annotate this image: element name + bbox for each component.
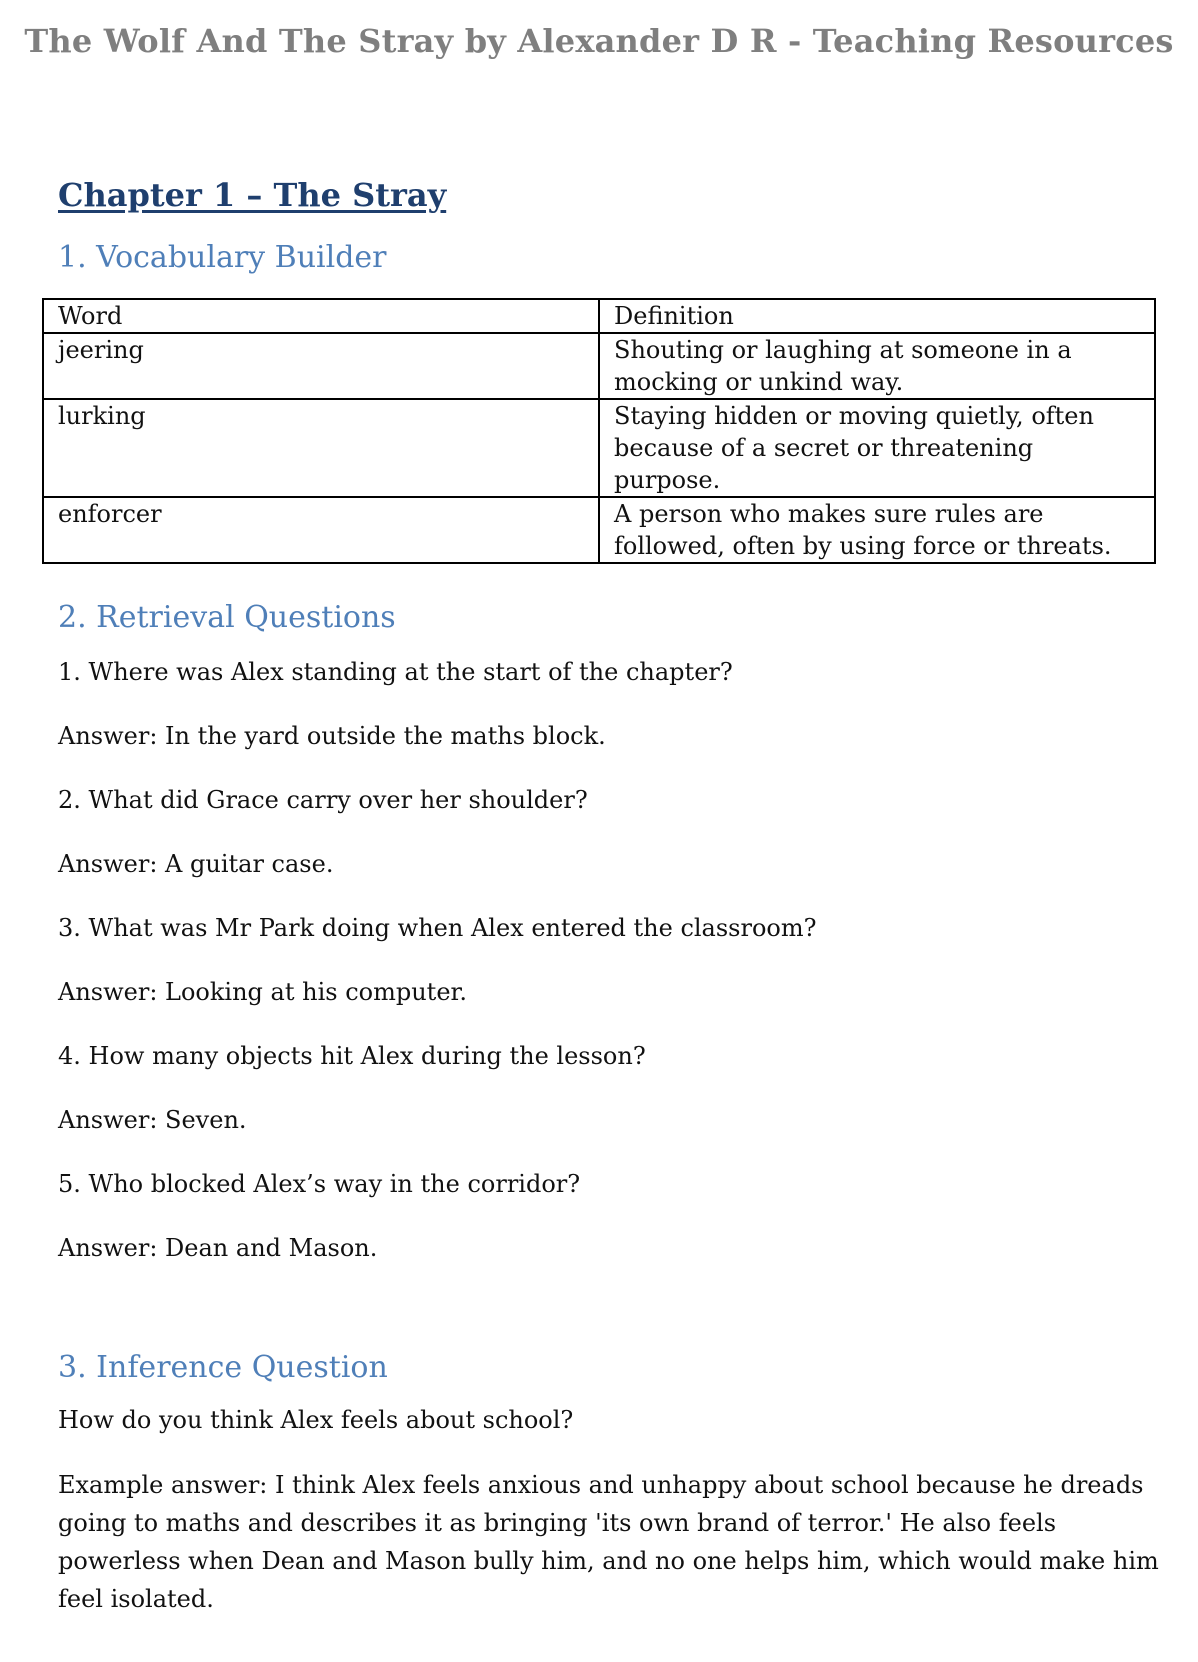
- retrieval-heading: 2. Retrieval Questions: [58, 600, 396, 635]
- retrieval-answer: Answer: In the yard outside the maths block.: [58, 722, 606, 750]
- retrieval-answer: Answer: Dean and Mason.: [58, 1234, 378, 1262]
- retrieval-answer: Answer: Looking at his computer.: [58, 978, 467, 1006]
- document-header: The Wolf And The Stray by Alexander D R - Teaching Resources: [24, 22, 1174, 60]
- table-header-row: [43, 299, 1155, 333]
- vocab-word: jeering: [43, 333, 599, 399]
- chapter-title: Chapter 1 – The Stray: [58, 176, 447, 214]
- table-row: [43, 333, 1155, 399]
- retrieval-question: 5. Who blocked Alex’s way in the corridor?: [58, 1170, 581, 1198]
- inference-example-answer: Example answer: I think Alex feels anxious and unhappy about school because he dreads going to maths and describes it as bringing 'its own brand of terror.' He also feels powerless when Dean and Mason bully him, and no one helps him, which would make him feel isolated.: [58, 1471, 1159, 1613]
- vocabulary-heading: 1. Vocabulary Builder: [58, 240, 387, 275]
- vocab-word: lurking: [43, 399, 599, 497]
- column-header-word: Word: [43, 299, 599, 333]
- retrieval-question: 2. What did Grace carry over her shoulder?: [58, 786, 588, 814]
- vocab-definition: A person who makes sure rules are followed, often by using force or threats.: [599, 497, 1155, 563]
- vocab-word: enforcer: [43, 497, 599, 563]
- table-row: [43, 399, 1155, 497]
- retrieval-answer: Answer: A guitar case.: [58, 850, 334, 878]
- retrieval-question: 1. Where was Alex standing at the start of the chapter?: [58, 658, 733, 686]
- inference-heading: 3. Inference Question: [58, 1350, 388, 1385]
- inference-question: How do you think Alex feels about school?: [58, 1406, 574, 1434]
- column-header-definition: Definition: [599, 299, 1155, 333]
- table-row: [43, 497, 1155, 563]
- vocab-definition: Shouting or laughing at someone in a mocking or unkind way.: [599, 333, 1155, 399]
- retrieval-answer: Answer: Seven.: [58, 1106, 247, 1134]
- retrieval-question: 3. What was Mr Park doing when Alex entered the classroom?: [58, 914, 817, 942]
- vocab-definition: Staying hidden or moving quietly, often because of a secret or threatening purpose.: [599, 399, 1155, 497]
- vocabulary-table: [42, 298, 1156, 564]
- retrieval-question: 4. How many objects hit Alex during the lesson?: [58, 1042, 646, 1070]
